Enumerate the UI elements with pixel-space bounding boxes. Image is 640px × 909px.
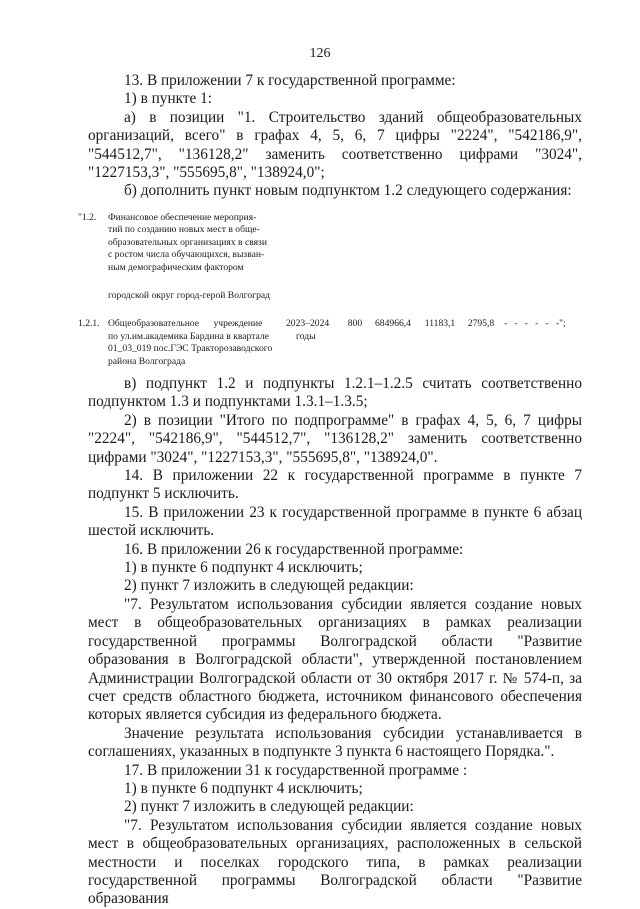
row-name [108, 212, 286, 274]
dashes-cell: - - - - - -"; [504, 318, 566, 330]
row-name-line: с ростом числа обучающихся, вызван- [108, 249, 265, 261]
top-text [88, 72, 582, 201]
paragraph: 14. В приложении 22 к государственной программе в пункте 7 подпункт 5 исключить. [88, 467, 582, 503]
years-line: 2023–2024 [286, 318, 330, 330]
paragraph: "7. Результатом использования субсидии является создание новых мест в общеобразовательных организациях, расположенных в сельской местности и поселках городского типа, в рамках реализации государственной программы Волгоградской области "Развитие образования [88, 816, 582, 908]
paragraph: 13. В приложении 7 к государственной программе: [124, 72, 456, 89]
paragraph: 1) в пункте 6 подпункт 4 исключить; [124, 779, 363, 797]
table-row [78, 212, 590, 274]
bottom-text [88, 375, 582, 909]
value-cell: 684966,4 [375, 318, 411, 330]
paragraph: 2) пункт 7 изложить в следующей редакции: [124, 577, 414, 595]
table-row [78, 318, 590, 368]
paragraph: в) подпункт 1.2 и подпункты 1.2.1–1.2.5 считать соответственно подпунктом 1.3 и подпунктами 1.3.1–1.3.5; [88, 375, 582, 411]
row-number: "1.2. [78, 212, 97, 223]
paragraph: 15. В приложении 23 к государственной программе в пункте 6 абзац шестой исключить. [88, 503, 582, 540]
paragraph: 17. В приложении 31 к государственной программе : [124, 761, 468, 779]
amendment-table [78, 212, 590, 368]
paragraph: 1) в пункте 1: [124, 90, 213, 108]
paragraph: Значение результата использования субсидии устанавливается в соглашениях, указанных в подпункте 3 пункта 6 настоящего Порядка.". [88, 724, 582, 761]
value-cell: 2795,8 [467, 318, 495, 330]
row-name-line: района Волгограда [108, 355, 186, 367]
paragraph: "7. Результатом использования субсидии является создание новых мест в общеобразовательных организациях в рамках реализации государственной программы Волгоградской области "Развитие образования в Волгоградской области", утвержденной постановлением Администрации Волгоградской области от 30 октября 2017 г. № 574-п, за счет средств областного бюджета, источником финансового обеспечения которых является субсидия из федерального бюджета. [88, 595, 582, 724]
paragraph: 2) пункт 7 изложить в следующей редакции: [124, 798, 414, 816]
row-name-line: Финансовое обеспечение мероприя- [108, 212, 257, 223]
paragraph: б) дополнить пункт новым подпунктом 1.2 следующего содержания: [124, 182, 572, 200]
paragraph: а) в позиции "1. Строительство зданий общеобразовательных организаций, всего" в графах 4, 5, 6, 7 цифры "2224", "542186,9", "544512,7", "136128,2" заменить соответственно цифрами "3024", "1227153,3", "555695,8", "138924,0"; [88, 108, 582, 182]
capacity-cell: 800 [347, 318, 363, 330]
row-name-line: образовательных организациях в связи [108, 236, 267, 248]
years-line: годы [296, 330, 316, 342]
row-name-line: ным демографическим фактором [108, 261, 244, 273]
row-name-line: тий по созданию новых мест в обще- [108, 224, 260, 236]
row-name-line: Общеобразовательное учреждение [108, 318, 263, 330]
table-section-heading: городской округ город-герой Волгоград [108, 290, 271, 302]
page-number: 126 [309, 46, 331, 61]
row-name [108, 318, 286, 368]
paragraph: 2) в позиции "Итого по подпрограмме" в графах 4, 5, 6, 7 цифры "2224", "542186,9", "544512,7", "136128,2" заменить соответственно цифрами "3024", "1227153,3", "555695,8", "138924,0". [88, 411, 582, 466]
value-cell: 11183,1 [424, 318, 456, 330]
years-cell [286, 318, 342, 368]
row-name-line: по ул.им.академика Бардина в квартале [108, 330, 269, 342]
paragraph: 1) в пункте 6 подпункт 4 исключить; [124, 559, 363, 577]
row-number: 1.2.1. [78, 318, 100, 330]
paragraph: 16. В приложении 26 к государственной программе: [124, 540, 464, 558]
row-name-line: 01_03_019 пос.ГЭС Тракторозаводского [108, 343, 273, 355]
